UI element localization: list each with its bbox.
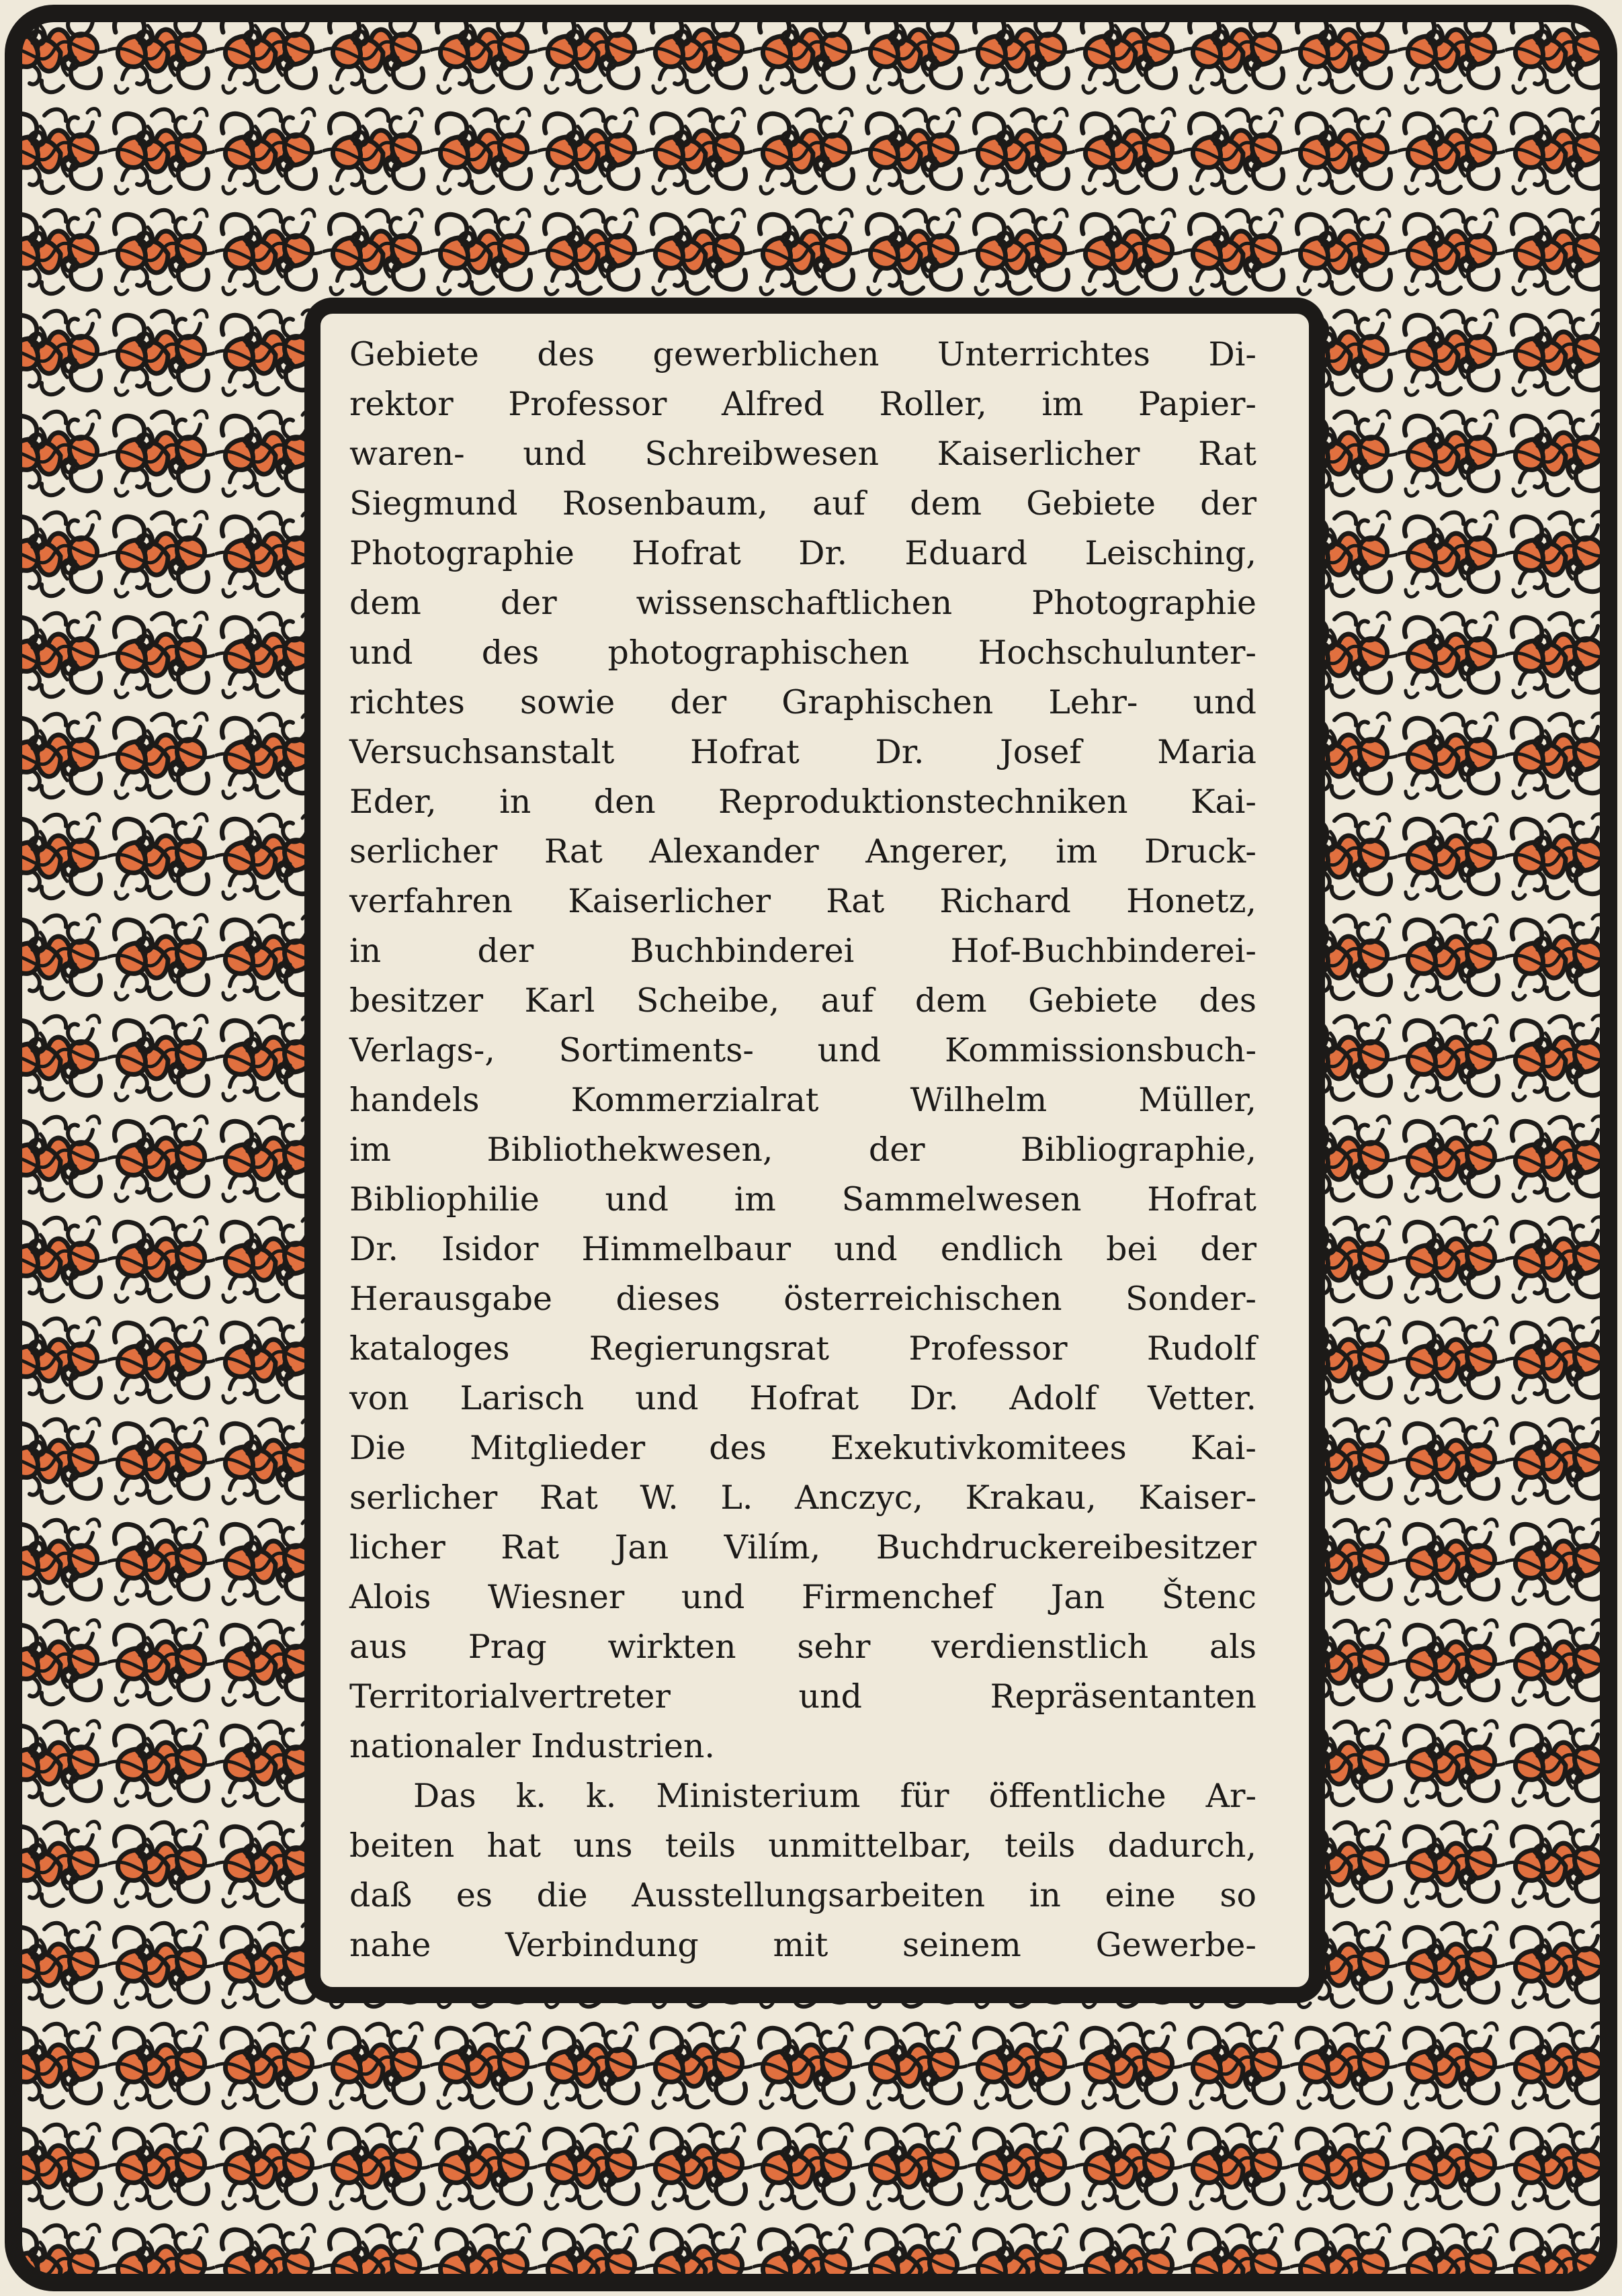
body-text-block — [349, 330, 1256, 1968]
text-line: und des photographischen Hochschulunter- — [349, 633, 1256, 672]
text-line: licher Rat Jan Vilím, Buchdruckereibesitzer — [349, 1528, 1256, 1566]
text-line: Eder, in den Reproduktionstechniken Kai- — [349, 783, 1256, 821]
text-line: Herausgabe dieses österreichischen Sonder- — [349, 1280, 1256, 1318]
text-line: in der Buchbinderei Hof-Buchbinderei- — [349, 932, 1256, 970]
text-line: Die Mitglieder des Exekutivkomitees Kai- — [349, 1429, 1256, 1467]
text-line: Versuchsanstalt Hofrat Dr. Josef Maria — [349, 733, 1256, 771]
text-line: Alois Wiesner und Firmenchef Jan Štenc — [349, 1578, 1256, 1616]
text-line: aus Prag wirkten sehr verdienstlich als — [349, 1628, 1256, 1666]
text-line: verfahren Kaiserlicher Rat Richard Honetz, — [349, 882, 1256, 920]
text-line: waren- und Schreibwesen Kaiserlicher Rat — [349, 435, 1256, 473]
text-line: Siegmund Rosenbaum, auf dem Gebiete der — [349, 484, 1256, 523]
text-line: Verlags-, Sortiments- und Kommissionsbuch- — [349, 1031, 1256, 1069]
text-line-indented: Das k. k. Ministerium für öffentliche Ar- — [413, 1777, 1256, 1815]
text-line: beiten hat uns teils unmittelbar, teils dadurch, — [349, 1826, 1256, 1865]
text-line: daß es die Ausstellungsarbeiten in eine so — [349, 1876, 1256, 1914]
text-line: handels Kommerzialrat Wilhelm Müller, — [349, 1081, 1256, 1119]
text-line: dem der wissenschaftlichen Photographie — [349, 584, 1256, 622]
text-line: Gebiete des gewerblichen Unterrichtes Di- — [349, 335, 1256, 373]
text-line: kataloges Regierungsrat Professor Rudolf — [349, 1329, 1256, 1368]
text-line: nahe Verbindung mit seinem Gewerbe- — [349, 1926, 1256, 1964]
text-line: nationaler Industrien. — [349, 1727, 715, 1765]
text-line: im Bibliothekwesen, der Bibliographie, — [349, 1131, 1256, 1169]
text-line: Photographie Hofrat Dr. Eduard Leisching, — [349, 534, 1256, 572]
text-line: serlicher Rat Alexander Angerer, im Druck- — [349, 832, 1256, 871]
text-line: von Larisch und Hofrat Dr. Adolf Vetter. — [349, 1379, 1256, 1417]
text-line: Territorialvertreter und Repräsentanten — [349, 1677, 1256, 1716]
text-line: rektor Professor Alfred Roller, im Papier- — [349, 385, 1256, 423]
text-line: besitzer Karl Scheibe, auf dem Gebiete des — [349, 981, 1256, 1020]
text-line: serlicher Rat W. L. Anczyc, Krakau, Kaiser- — [349, 1478, 1256, 1517]
text-line: Dr. Isidor Himmelbaur und endlich bei der — [349, 1230, 1256, 1268]
text-line: richtes sowie der Graphischen Lehr- und — [349, 683, 1256, 721]
text-line: Bibliophilie und im Sammelwesen Hofrat — [349, 1180, 1256, 1219]
